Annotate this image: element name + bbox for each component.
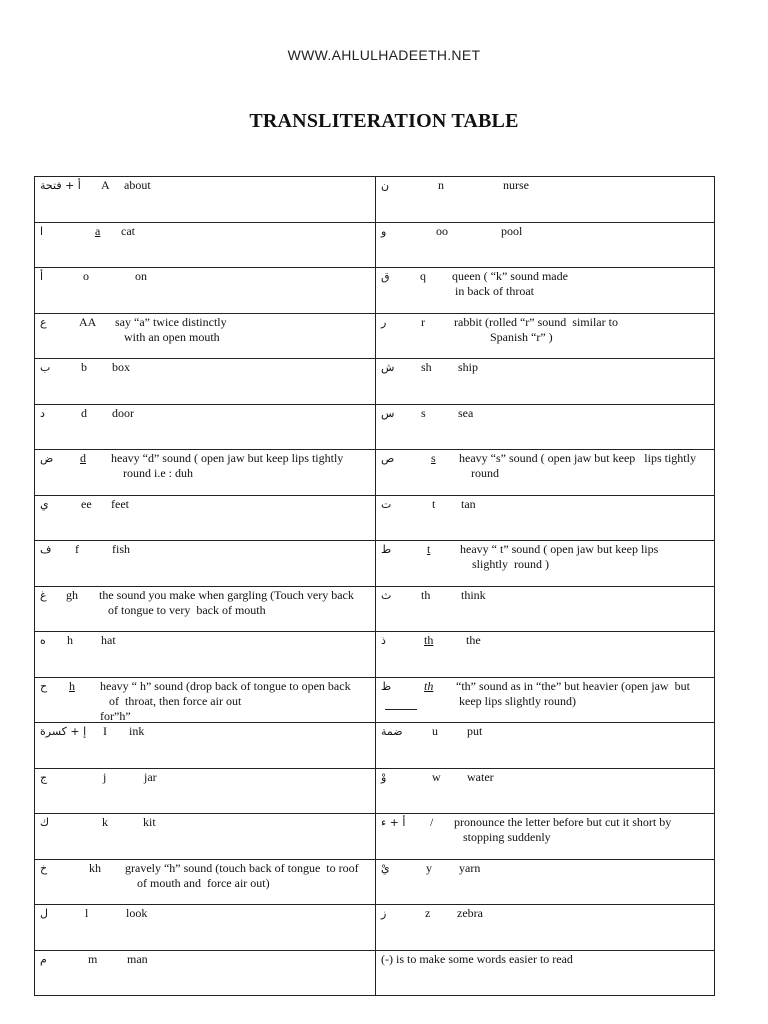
example-description: the sound you make when gargling (Touch very back of tongue to very back of mouth [99,587,354,617]
example-description: zebra [457,906,483,920]
cell-content [35,496,375,540]
cell-content [35,405,375,449]
transliteration-symbol: / [430,815,434,829]
transliteration-symbol: s [421,405,426,420]
transliteration-symbol: n [438,178,444,192]
cell-content [35,723,375,767]
example-description: man [127,951,148,966]
example-description: heavy “d” sound ( open jaw but keep lips tightly round i.e : duh [111,451,344,480]
cell-content [376,587,714,631]
example-description: jar [144,769,157,784]
table-row [35,359,715,405]
table-row [35,404,715,450]
cell-content [376,723,714,767]
arabic-letter: ت [381,497,392,511]
arabic-letter: ا [40,224,44,238]
example-description: fish [112,542,130,556]
cell-content [376,223,714,267]
arabic-letter: ف [40,543,52,556]
table-cell-left [35,268,376,314]
arabic-letter: ظ [381,679,392,693]
transliteration-symbol: k [102,815,108,829]
cell-content [35,587,375,631]
arabic-letter: ل [40,907,48,920]
example-description: nurse [503,178,529,192]
cell-content [376,314,714,358]
transliteration-symbol: kh [89,860,101,875]
arabic-letter: يْ [381,861,390,875]
table-cell-right [376,313,715,359]
transliteration-symbol: z [425,906,431,920]
cell-content [35,905,375,949]
example-description: about [124,178,151,192]
arabic-letter: و [381,224,387,238]
table-cell-right [376,950,715,996]
transliteration-symbol: t [432,496,436,511]
arabic-letter: ك [40,816,50,829]
table-cell-left [35,632,376,678]
table-cell-right [376,768,715,814]
table-cell-right [376,905,715,951]
cell-content [35,268,375,312]
arabic-letter: ن [381,179,390,192]
example-description: door [112,405,134,420]
arabic-letter: غ [40,588,47,602]
transliteration-symbol: th [421,587,431,602]
transliteration-symbol: q [420,269,426,283]
transliteration-symbol: o [83,269,89,283]
table-row [35,859,715,905]
transliteration-symbol: th [424,678,434,693]
table-cell-left [35,541,376,587]
example-description: heavy “ h” sound (drop back of tongue to open back of throat, then force air out for”h” [100,678,351,723]
table-cell-right [376,541,715,587]
cell-content [35,541,375,585]
table-cell-right [376,586,715,632]
cell-content [376,268,714,312]
cell-content [35,951,375,995]
table-body [35,177,715,996]
example-description: kit [143,815,156,829]
table-row [35,723,715,769]
table-row [35,495,715,541]
example-description: pool [501,223,523,238]
transliteration-symbol: th [424,633,434,647]
cell-content [376,905,714,949]
transliteration-symbol: f [75,542,79,556]
transliteration-symbol: h [69,678,75,693]
table-cell-left [35,450,376,496]
table-row [35,586,715,632]
table-cell-left [35,177,376,223]
table-row [35,450,715,496]
transliteration-symbol: gh [66,587,78,602]
cell-content [35,177,375,221]
arabic-letter: ر [381,315,387,329]
cell-content [376,541,714,585]
example-description: yarn [459,860,481,875]
example-description: ink [129,724,145,738]
transliteration-symbol: t [427,542,431,556]
arabic-letter: ض [40,452,54,465]
example-description: box [112,360,130,374]
transliteration-symbol: s [431,451,436,465]
transliteration-symbol: sh [421,360,432,374]
table-cell-left [35,404,376,450]
table-row [35,222,715,268]
cell-content [35,450,375,494]
arabic-letter: ش [381,361,395,374]
arabic-letter: أ + فتحة [40,179,81,192]
table-cell-left [35,859,376,905]
table-cell-left [35,814,376,860]
table-row [35,632,715,678]
transliteration-symbol: j [103,769,107,784]
cell-content [376,814,714,858]
example-description: the [466,633,481,647]
cell-content [35,860,375,904]
cell-content [35,359,375,403]
example-description: feet [111,496,129,511]
cell-content [35,223,375,267]
underline-mark [385,709,417,710]
table-cell-right [376,814,715,860]
arabic-letter: ي [40,497,49,511]
table-cell-right [376,450,715,496]
table-cell-left [35,905,376,951]
arabic-letter: ج [40,770,48,784]
arabic-letter: ع [40,315,47,329]
cell-content [376,177,714,221]
example-description: cat [121,223,135,238]
example-description: queen ( “k” sound made in back of throat [452,269,568,298]
arabic-letter: أ [40,270,44,283]
cell-content [376,450,714,494]
table-cell-left [35,768,376,814]
cell-content [376,359,714,403]
transliteration-symbol: d [80,451,86,465]
arabic-letter: د [40,406,45,420]
table-cell-left [35,723,376,769]
site-url-header: WWW.AHLULHADEETH.NET [287,47,481,63]
example-description: look [126,906,148,920]
table-cell-right [376,677,715,723]
arabic-letter: وْ [381,770,387,784]
example-description: ship [458,360,479,374]
arabic-letter: خ [40,861,48,875]
arabic-letter: ط [381,543,392,556]
transliteration-symbol: l [85,906,89,920]
transliteration-symbol: I [103,724,107,738]
table-row [35,950,715,996]
table-row [35,268,715,314]
example-description: “th” sound as in “the” but heavier (open jaw but keep lips slightly round) [456,678,690,708]
example-description: (-) is to make some words easier to read [381,951,573,966]
example-description: rabbit (rolled “r” sound similar to Spanish “r” ) [454,314,618,344]
example-description: pronounce the letter before but cut it short by stopping suddenly [454,815,672,844]
table-cell-left [35,950,376,996]
example-description: heavy “ t” sound ( open jaw but keep lips slightly round ) [460,542,659,571]
example-description: hat [101,633,116,647]
cell-content [376,405,714,449]
transliteration-symbol: m [88,951,98,966]
example-description: heavy “s” sound ( open jaw but keep lips tightly round [459,451,696,480]
arabic-letter: ث [381,588,392,602]
transliteration-symbol: y [426,860,432,875]
example-description: sea [458,405,474,420]
table-cell-right [376,632,715,678]
cell-content [376,678,714,722]
table-cell-right [376,222,715,268]
table-cell-right [376,268,715,314]
table-cell-right [376,177,715,223]
table-row [35,768,715,814]
example-description: tan [461,496,476,511]
transliteration-symbol: a [95,223,101,238]
table-row [35,677,715,723]
arabic-letter: ح [40,679,48,693]
transliteration-symbol: w [432,769,441,784]
example-description: think [461,587,486,602]
transliteration-symbol: b [81,360,87,374]
arabic-letter: ز [381,907,387,920]
table-cell-right [376,723,715,769]
table-row [35,541,715,587]
table-row [35,814,715,860]
cell-content [35,632,375,676]
table-cell-left [35,313,376,359]
arabic-letter: ب [40,361,51,374]
arabic-letter: أ + ء [381,816,406,829]
example-description: put [467,724,483,738]
cell-content [376,632,714,676]
example-description: water [467,769,494,784]
transliteration-symbol: ee [81,496,92,511]
cell-content [376,860,714,904]
table-cell-left [35,586,376,632]
table-row [35,905,715,951]
transliteration-symbol: A [101,178,110,192]
example-description: say “a” twice distinctly with an open mouth [115,314,227,344]
transliteration-symbol: u [432,724,438,738]
arabic-letter: ص [381,452,395,465]
cell-content [35,769,375,813]
table-cell-right [376,404,715,450]
cell-content [376,769,714,813]
arabic-letter: س [381,406,395,420]
document-title: TRANSLITERATION TABLE [249,110,519,132]
arabic-letter: ذ [381,634,386,647]
table-cell-left [35,495,376,541]
example-description: on [135,269,147,283]
transliteration-symbol: r [421,314,425,329]
cell-content [376,496,714,540]
cell-content [376,951,714,995]
table-cell-left [35,677,376,723]
table-cell-left [35,222,376,268]
cell-content [35,814,375,858]
arabic-letter: ضمة [381,725,403,738]
cell-content [35,678,375,722]
transliteration-symbol: d [81,405,87,420]
table-row [35,177,715,223]
example-description: gravely “h” sound (touch back of tongue to roof of mouth and force air out) [125,860,359,890]
transliteration-symbol: AA [79,314,97,329]
arabic-letter: ه [40,634,46,647]
table-cell-right [376,859,715,905]
arabic-letter: م [40,952,47,966]
table-cell-right [376,359,715,405]
arabic-letter: ق [381,270,390,283]
cell-content [35,314,375,358]
table-cell-left [35,359,376,405]
table-cell-right [376,495,715,541]
transliteration-symbol: oo [436,223,448,238]
transliteration-table [34,176,715,996]
transliteration-symbol: h [67,633,73,647]
arabic-letter: إ + كسرة [40,725,87,738]
table-row [35,313,715,359]
